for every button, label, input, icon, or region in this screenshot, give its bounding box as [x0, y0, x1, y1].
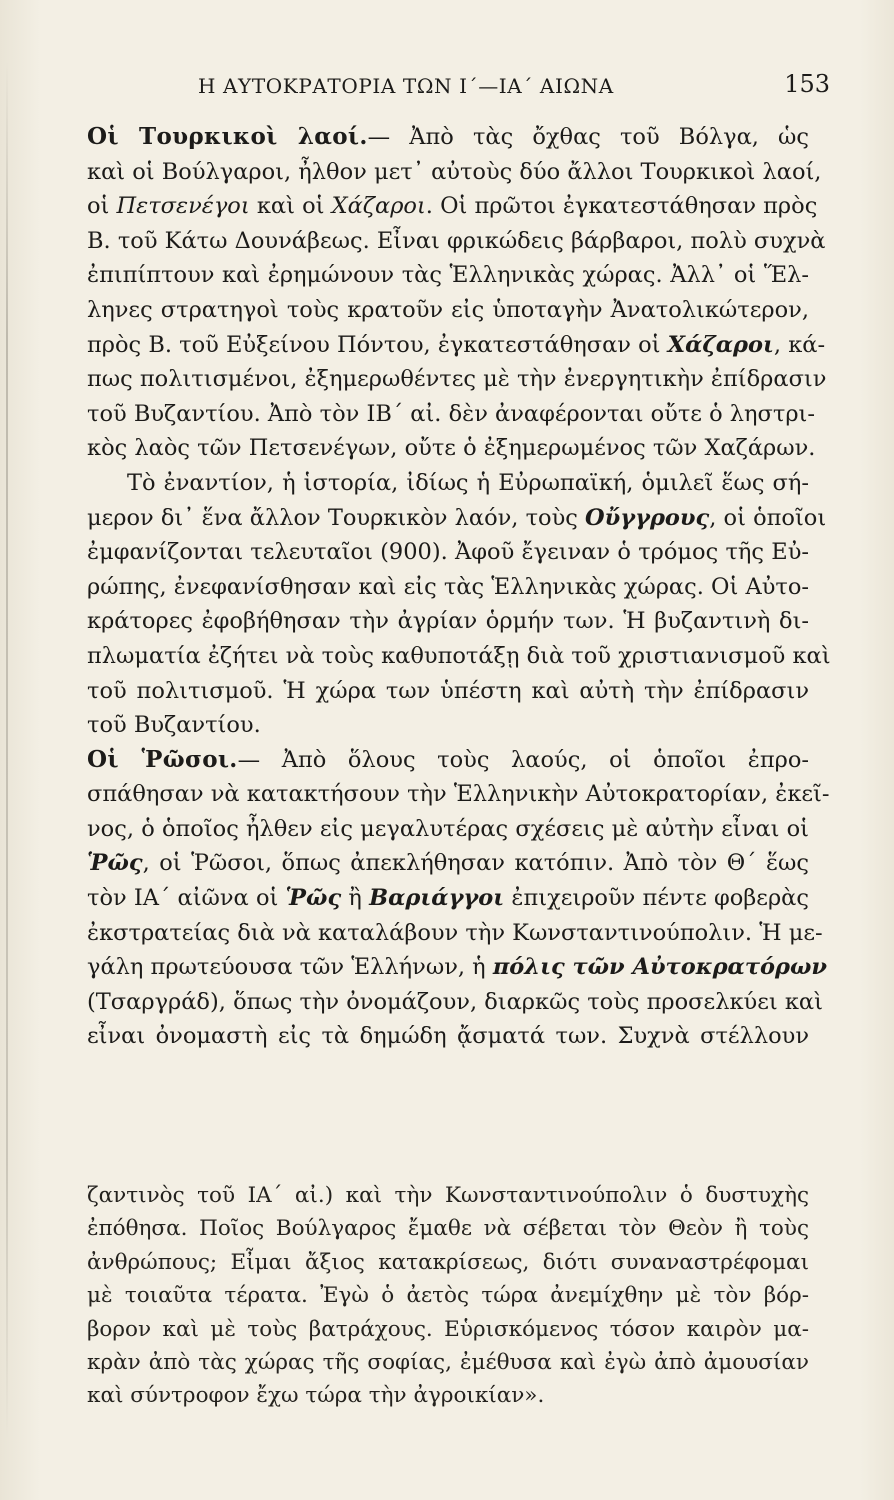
text-run: , οἱ Ῥῶσοι, ὅπως ἀπεκλήθησαν κατόπιν. Ἀπὸ τὸν Θ΄ ἕως [142, 850, 809, 877]
text-line [87, 431, 816, 466]
emphasized-term: πόλις τῶν Αὐτοκρατόρων [492, 954, 827, 981]
text-line [87, 258, 809, 293]
text-line [87, 189, 818, 224]
text-line [87, 777, 830, 812]
text-run: πως πολιτισμένοι, ἐξημερωθέντες μὲ τὴν ἐνεργητικὴν ἐπίδρασιν [87, 366, 827, 393]
footnote-text: μὲ τοιαῦτα τέρατα. Ἐγὼ ὁ ἀετὸς τώρα ἀνεμίχθην μὲ τὸν βόρ- [87, 1283, 809, 1309]
footnote-line [87, 1313, 809, 1346]
text-line [87, 743, 809, 778]
footnote-text: κρὰν ἀπὸ τὰς χώρας τῆς σοφίας, ἐμέθυσα καὶ ἐγὼ ἀπὸ ἀμουσίαν [87, 1349, 809, 1375]
text-run: κράτορες ἐφοβήθησαν τὴν ἀγρίαν ὁρμήν των. Ἡ βυζαντινὴ δι- [87, 608, 809, 635]
text-run: ρώπης, ἐνεφανίσθησαν καὶ εἰς τὰς Ἑλληνικὰς χώρας. Οἱ Αὐτο- [87, 573, 809, 600]
section-heading-text: — Ἀπὸ ὅλους τοὺς λαούς, οἱ ὁποῖοι ἐπρο- [237, 746, 809, 773]
text-run: ληνες στρατηγοὶ τοὺς κρατοῦν εἰς ὑποταγὴν Ἀνατολικώτερον, [87, 296, 809, 323]
text-run: ἐμφανίζονται τελευταῖοι (900). Ἀφοῦ ἔγειναν ὁ τρόμος τῆς Εὐ- [87, 539, 809, 566]
footnote-text: ἀνθρώπους; Εἶμαι ἄξιος κατακρίσεως, διότι συναναστρέφομαι [87, 1249, 809, 1275]
text-line [87, 985, 823, 1020]
text-run: , οἱ ὁποῖοι [709, 504, 827, 531]
text-run: πλωματία ἐζήτει νὰ τοὺς καθυποτάξῃ διὰ τοῦ χριστιανισμοῦ καὶ [87, 642, 831, 669]
text-run: τοῦ πολιτισμοῦ. Ἡ χώρα των ὑπέστη καὶ αὐτὴ τὴν ἐπίδρασιν [87, 677, 809, 704]
text-run: καὶ οἱ Βούλγαροι, ἦλθον μετ᾿ αὐτοὺς δύο ἄλλοι Τουρκικοὶ λαοί, [87, 158, 822, 185]
footnote-line [87, 1346, 809, 1379]
text-run: ἢ [341, 885, 370, 912]
text-line [87, 846, 809, 881]
emphasized-term: Πετσενέγοι [116, 193, 250, 220]
text-line [87, 639, 831, 674]
emphasized-term: Ῥῶς [285, 885, 342, 912]
footnote-text: ἐπόθησα. Ποῖος Βούλγαρος ἔμαθε νὰ σέβεται τὸν Θεὸν ἢ τοὺς [87, 1216, 809, 1242]
text-line [87, 224, 826, 259]
section-heading-text: — Ἀπὸ τὰς ὄχθας τοῦ Βόλγα, ὡς [367, 124, 809, 150]
emphasized-term: Χάζαροι [331, 193, 426, 220]
text-line [87, 674, 809, 709]
text-run: τοῦ Βυζαντίου. [87, 712, 261, 739]
running-title: Η ΑΥΤΟΚΡΑΤΟΡΙΑ ΤΩΝ Ι΄—ΙΑ΄ ΑΙΩΝΑ [198, 74, 614, 98]
text-line [87, 501, 827, 536]
running-head [90, 70, 830, 104]
text-line [87, 397, 815, 432]
text-line [87, 708, 809, 743]
text-run: τοῦ Βυζαντίου. Ἀπὸ τὸν ΙΒ΄ αἰ. δὲν ἀναφέρονται οὔτε ὁ ληστρι- [87, 400, 815, 427]
text-line [87, 328, 826, 363]
footnote-line [87, 1246, 809, 1279]
text-run: ἐπιχειροῦν πέντε φοβερὰς [504, 885, 809, 912]
page-number: 153 [784, 70, 830, 98]
text-run: , κά- [773, 331, 826, 358]
text-run: καὶ οἱ [249, 193, 332, 220]
text-line [87, 916, 823, 951]
footnote-text: καὶ σύντροφον ἔχω τώρα τὴν ἀγροικίαν». [87, 1383, 545, 1409]
footnote-line [87, 1379, 809, 1412]
text-run: νος, ὁ ὁποῖος ἦλθεν εἰς μεγαλυτέρας σχέσεις μὲ αὐτὴν εἶναι οἱ [87, 815, 809, 842]
text-line [87, 362, 827, 397]
text-line [87, 120, 809, 155]
text-run: εἶναι ὀνομαστὴ εἰς τὰ δημώδη ᾄσματά των. Συχνὰ στέλλουν [87, 1023, 809, 1050]
section-heading: Οἱ Τουρκικοὶ λαοί. [87, 123, 368, 150]
text-run: (Τσαργράδ), ὅπως τὴν ὀνομάζουν, διαρκῶς τοὺς προσελκύει καὶ [87, 988, 823, 1015]
text-line [87, 812, 809, 847]
text-line [87, 604, 809, 639]
text-run: . Οἱ πρῶτοι ἐγκατεστάθησαν πρὸς [425, 193, 818, 220]
emphasized-term: Βαριάγγοι [369, 885, 505, 912]
footnote-block [87, 1179, 809, 1413]
text-line [87, 881, 809, 916]
text-run: γάλη πρωτεύουσα τῶν Ἑλλήνων, ἡ [87, 954, 493, 981]
text-line [87, 466, 809, 501]
section-heading: Οἱ Ῥῶσοι. [87, 745, 238, 773]
text-run: ἐπιπίπτουν καὶ ἐρημώνουν τὰς Ἑλληνικὰς χώρας. Ἀλλ᾿ οἱ Ἕλ- [87, 262, 809, 289]
page-gutter-shadow [6, 60, 8, 1440]
text-run: πρὸς Β. τοῦ Εὐξείνου Πόντου, ἐγκατεστάθησαν οἱ [87, 331, 668, 358]
text-run: οἱ [87, 193, 117, 220]
text-run: τὸν ΙΑ΄ αἰῶνα οἱ [87, 885, 286, 912]
footnote-text: ζαντινὸς τοῦ ΙΑ΄ αἰ.) καὶ τὴν Κωνσταντινούπολιν ὁ δυστυχὴς [87, 1183, 809, 1208]
text-run: κὸς λαὸς τῶν Πετσενέγων, οὔτε ὁ ἐξημερωμένος τῶν Χαζάρων. [87, 435, 816, 462]
text-line [87, 535, 809, 570]
emphasized-term: Οὔγγρους [585, 504, 710, 531]
text-run: μερον δι᾿ ἕνα ἄλλον Τουρκικὸν λαόν, τοὺς [87, 504, 586, 531]
text-line [87, 155, 822, 190]
footnote-line [87, 1212, 809, 1245]
text-line [87, 293, 809, 328]
main-text [87, 120, 831, 1054]
footnote-text: βορον καὶ μὲ τοὺς βατράχους. Εὑρισκόμενος τόσον καιρὸν μα- [87, 1316, 809, 1342]
footnote-line [87, 1179, 809, 1212]
footnote-line [87, 1279, 809, 1312]
text-run: Τὸ ἐναντίον, ἡ ἱστορία, ἰδίως ἡ Εὐρωπαϊκή, ὁμιλεῖ ἕως σή- [127, 469, 809, 496]
text-line [87, 1019, 809, 1054]
text-line [87, 570, 809, 605]
text-run: Β. τοῦ Κάτω Δουνάβεως. Εἶναι φρικώδεις βάρβαροι, πολὺ συχνὰ [87, 227, 826, 254]
text-line [87, 950, 827, 985]
text-run: σπάθησαν νὰ κατακτήσουν τὴν Ἑλληνικὴν Αὐτοκρατορίαν, ἐκεῖ- [87, 781, 830, 808]
emphasized-term: Ῥῶς [87, 850, 143, 877]
text-run: ἐκστρατείας διὰ νὰ καταλάβουν τὴν Κωνσταντινούπολιν. Ἡ με- [87, 919, 823, 946]
emphasized-term: Χάζαροι [667, 331, 774, 358]
